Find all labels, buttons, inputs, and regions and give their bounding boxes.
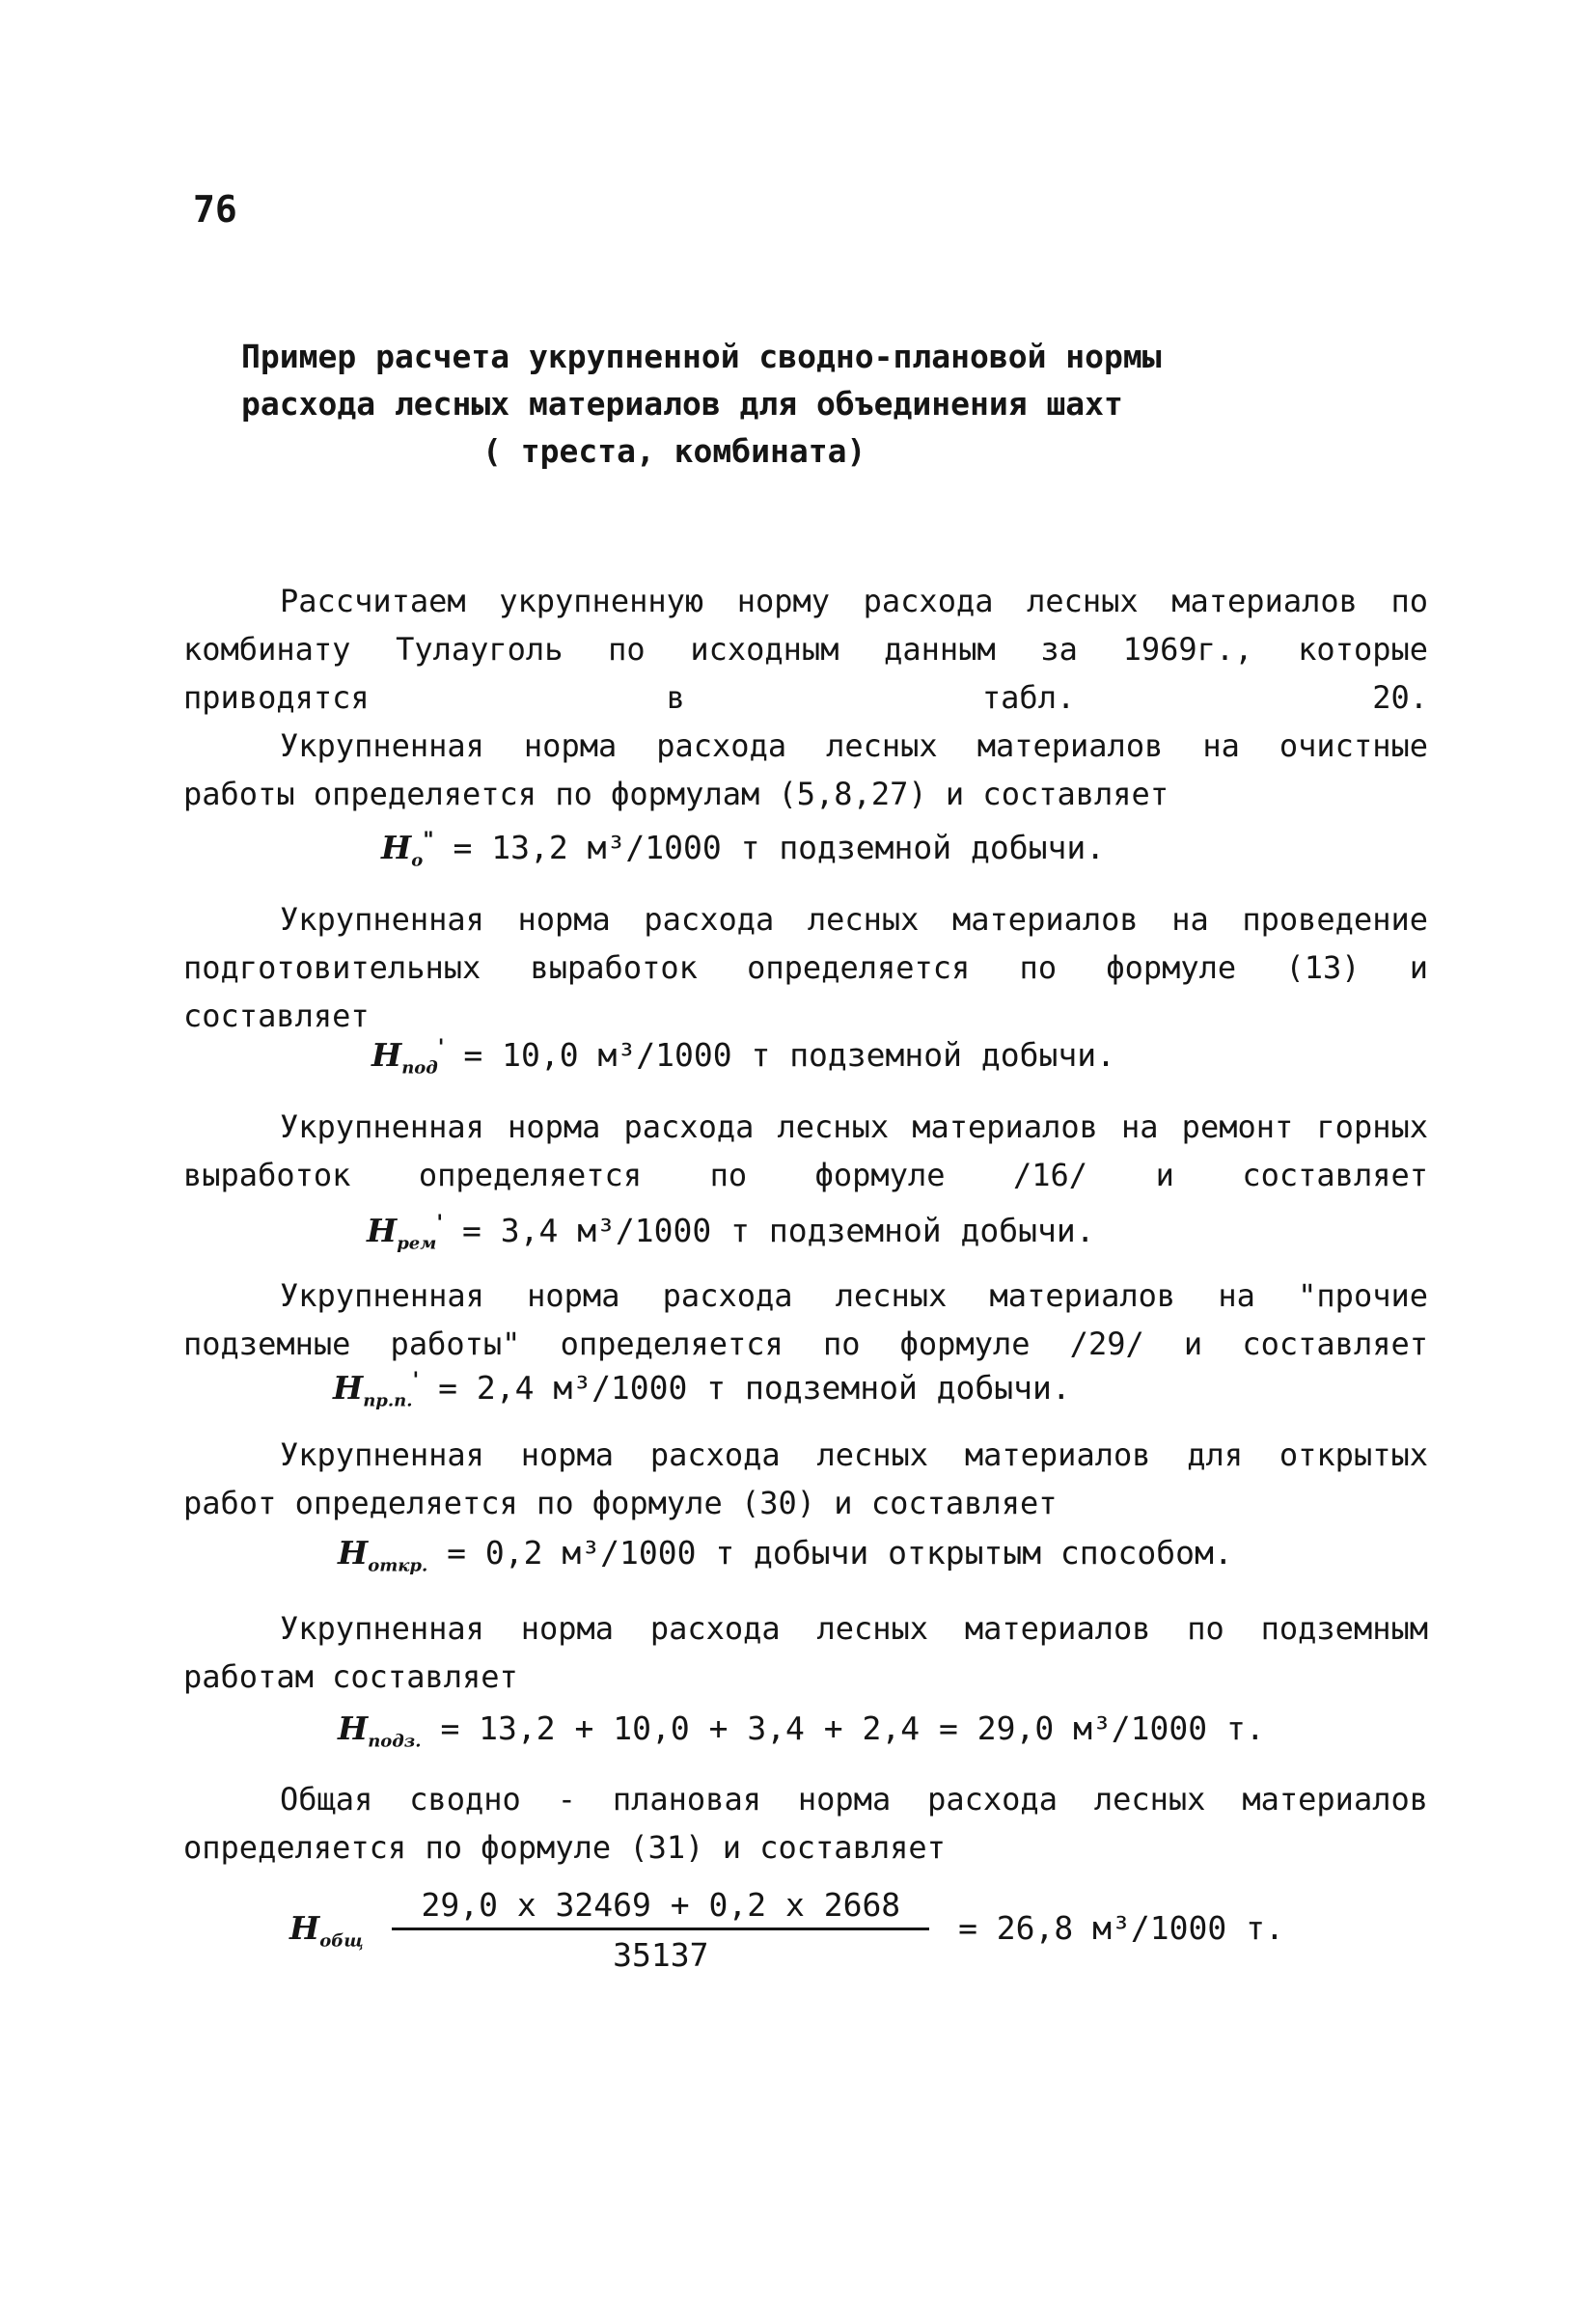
formula-open-norm: $Н_{откр.} = 0,2$ м³/1000 т добычи открытым способом.	[338, 1534, 1233, 1576]
fraction	[392, 1886, 929, 1974]
formula-repair-norm: $Н_{рем}' = 3,4$ м³/1000 т подземной добычи.	[367, 1211, 1095, 1254]
title-line-1: Пример расчета укрупненной сводно-плановой нормы	[241, 338, 1162, 375]
title-line-2: расхода лесных материалов для объединения шахт	[241, 385, 1123, 423]
fraction-numerator: 29,0 x 32469 + 0,2 x 2668	[392, 1886, 929, 1930]
paragraph-open-works: Укрупненная норма расхода лесных материалов для открытых работ определяется по формуле (30) и составляет	[183, 1436, 1428, 1521]
page-number: 76	[193, 188, 237, 231]
paragraph-repair-works: Укрупненная норма расхода лесных материалов на ремонт горных выработок определяется по формуле /16/ и составляет	[183, 1108, 1428, 1193]
formula-cleaning-norm: $Н_о^" = 13,2$ м³/1000 т подземной добычи.	[381, 828, 1106, 871]
formula-symbol: $Н_о^"$	[381, 828, 434, 871]
formula-general-norm: $Н_{общ}$ $\frac{29,0 x 32469 + 0,2 x 2668}{35137}$ = 26,8 м³/1000 т.	[289, 1886, 1284, 1974]
paragraph-intro: Рассчитаем укрупненную норму расхода лесных материалов по комбинату Тулауголь по исходным данным за 1969г., которые приводятся в табл. 20.	[183, 583, 1428, 716]
paragraph-preparatory-works: Укрупненная норма расхода лесных материалов на проведение подготовительных выработок определяется по формуле (13) и составляет	[183, 901, 1428, 1034]
paragraph-other-works: Укрупненная норма расхода лесных материалов на "прочие подземные работы" определяется по формуле /29/ и составляет	[183, 1277, 1428, 1362]
fraction-denominator: 35137	[613, 1936, 709, 1974]
paragraph-underground-total: Укрупненная норма расхода лесных материалов по подземным работам составляет	[183, 1610, 1428, 1695]
section-title	[241, 333, 1162, 475]
formula-other-norm: $Н_{пр.п.}' = 2,4$ м³/1000 т подземной добычи.	[333, 1368, 1071, 1411]
paragraph-cleaning-works: Укрупненная норма расхода лесных материалов на очистные работы определяется по формулам (5,8,27) и составляет	[183, 727, 1428, 812]
formula-underground-total: $Н_{подз.} = 13,2 + 10,0 + 3,4 + 2,4 = 29,0$ м³/1000 т.	[338, 1709, 1265, 1752]
title-line-3: ( треста, комбината)	[482, 432, 866, 470]
formula-preparatory-norm: $Н_{под}' = 10,0$ м³/1000 т подземной добычи.	[371, 1035, 1115, 1079]
paragraph-general-norm: Общая сводно - плановая норма расхода лесных материалов определяется по формуле (31) и составляет	[183, 1781, 1428, 1866]
